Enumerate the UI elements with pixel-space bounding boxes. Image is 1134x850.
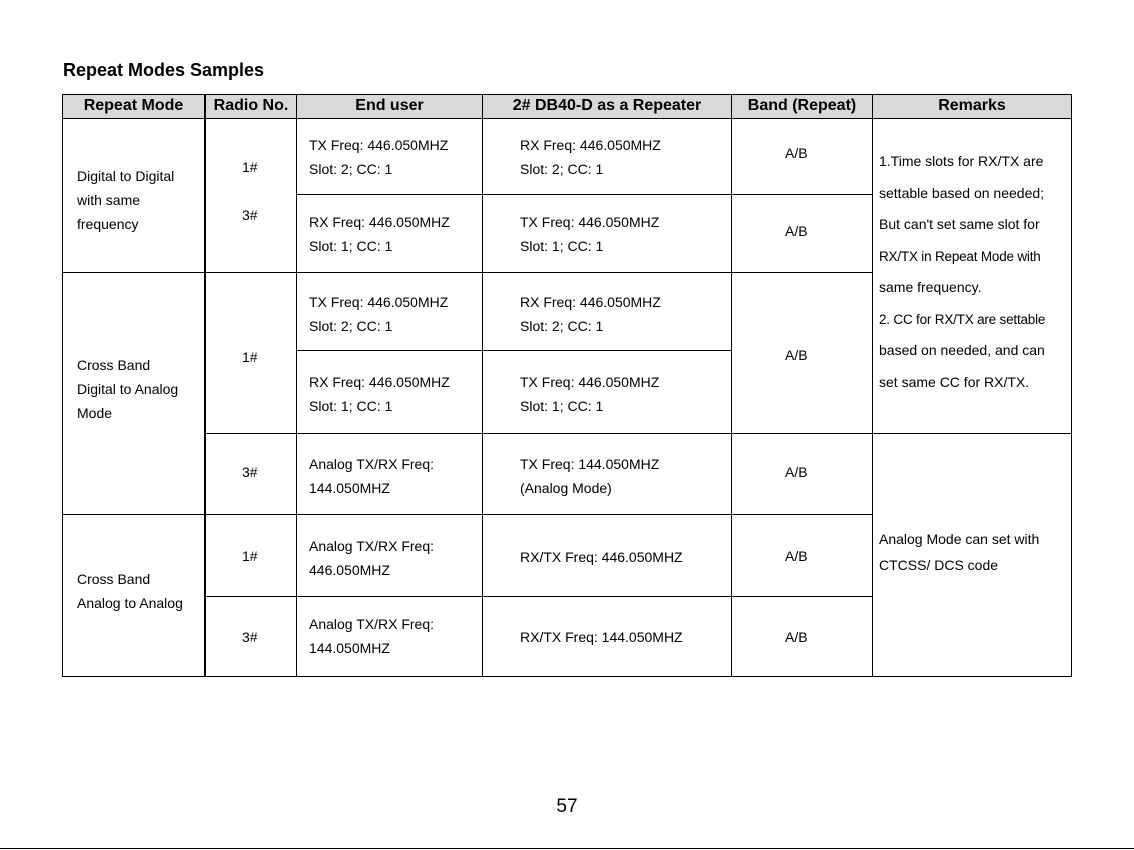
band-value: A/B [785,347,808,363]
repeater-cell [482,272,732,351]
remarks-analog [879,526,1039,578]
end-user-cell [296,596,483,677]
header-repeater: 2# DB40-D as a Repeater [482,94,732,119]
end-user-cell [296,272,483,351]
end-user-settings: RX Freq: 446.050MHZ Slot: 1; CC: 1 [309,374,450,414]
radio-cell-cross-digital-3 [204,433,297,515]
remarks-cell-analog [872,433,1072,677]
band-value: A/B [785,464,808,480]
band-value: A/B [785,629,808,645]
repeater-settings: TX Freq: 144.050MHZ (Analog Mode) [520,456,660,496]
radio-cell-cross-analog-1 [204,514,297,597]
table-border [62,514,63,677]
header-repeat-mode: Repeat Mode [62,94,205,119]
page-footer-rule [0,848,1134,849]
header-remarks: Remarks [872,94,1072,119]
header-band: Band (Repeat) [731,94,873,119]
repeater-settings: RX/TX Freq: 144.050MHZ [520,629,683,645]
mode-cross-band-analog-analog: Cross Band Analog to Analog [77,571,183,611]
mode-cell-cross-analog [62,514,205,677]
end-user-settings: Analog TX/RX Freq: 446.050MHZ [309,538,435,578]
band-cell [731,514,873,597]
radio-cell-cross-digital-1 [204,272,297,434]
header-end-user: End user [296,94,483,119]
repeater-settings: TX Freq: 446.050MHZ Slot: 1; CC: 1 [520,214,660,254]
mode-digital-to-digital: Digital to Digital with same frequency [77,168,175,232]
band-value: A/B [785,223,808,239]
end-user-settings: RX Freq: 446.050MHZ Slot: 1; CC: 1 [309,214,450,254]
remarks-line: 2. CC for RX/TX are settable [879,311,1046,327]
end-user-cell [296,433,483,515]
repeater-settings: RX Freq: 446.050MHZ Slot: 2; CC: 1 [520,137,661,177]
end-user-settings: Analog TX/RX Freq: 144.050MHZ [309,456,435,496]
remarks-line: settable based on needed; [879,184,1045,201]
radio-no-3: 3# [242,464,258,480]
remarks-line: based on needed, and can [879,342,1045,358]
radio-no-1-3: 1# 3# [242,159,258,223]
repeater-cell [482,118,732,195]
remarks-digital [879,146,1045,398]
repeater-cell [482,433,732,515]
repeater-cell [482,350,732,434]
radio-no-3: 3# [242,629,258,645]
repeater-settings: RX Freq: 446.050MHZ Slot: 2; CC: 1 [520,294,661,334]
end-user-cell [296,350,483,434]
repeater-cell [482,194,732,273]
remarks-line: set same CC for RX/TX. [879,373,1030,390]
repeater-settings: TX Freq: 446.050MHZ Slot: 1; CC: 1 [520,374,660,414]
radio-cell-cross-analog-3 [204,596,297,677]
mode-cell-cross-digital [62,272,205,515]
remarks-line: 1.Time slots for RX/TX are [879,153,1044,169]
band-value: A/B [785,548,808,564]
band-cell [731,433,873,515]
band-value: A/B [785,145,808,161]
page-title: Repeat Modes Samples [63,60,265,80]
header-radio-no: Radio No. [204,94,297,119]
mode-cell-digital [62,118,205,273]
end-user-settings: TX Freq: 446.050MHZ Slot: 2; CC: 1 [309,294,449,334]
remarks-line: CTCSS/ DCS code [879,557,999,573]
page-number: 57 [556,796,578,817]
remarks-cell-digital [872,118,1072,434]
end-user-settings: Analog TX/RX Freq: 144.050MHZ [309,616,435,656]
end-user-settings: TX Freq: 446.050MHZ Slot: 2; CC: 1 [309,137,449,177]
band-cell [731,596,873,677]
remarks-line: same frequency. [879,279,982,295]
remarks-line: But can't set same slot for [879,216,1040,232]
repeater-settings: RX/TX Freq: 446.050MHZ [520,549,683,565]
radio-no-1: 1# [242,548,258,564]
radio-cell-digital [204,118,297,273]
mode-cross-band-digital-analog: Cross Band Digital to Analog Mode [77,357,179,421]
radio-no-1: 1# [242,349,258,365]
remarks-line: Analog Mode can set with [879,531,1040,547]
repeater-cell [482,514,732,597]
band-cell [731,118,873,195]
end-user-cell [296,118,483,195]
remarks-line: RX/TX in Repeat Mode with [879,248,1041,264]
repeater-cell [482,596,732,677]
end-user-cell [296,194,483,273]
repeat-modes-table [62,94,1072,677]
end-user-cell [296,514,483,597]
band-cell [731,194,873,273]
